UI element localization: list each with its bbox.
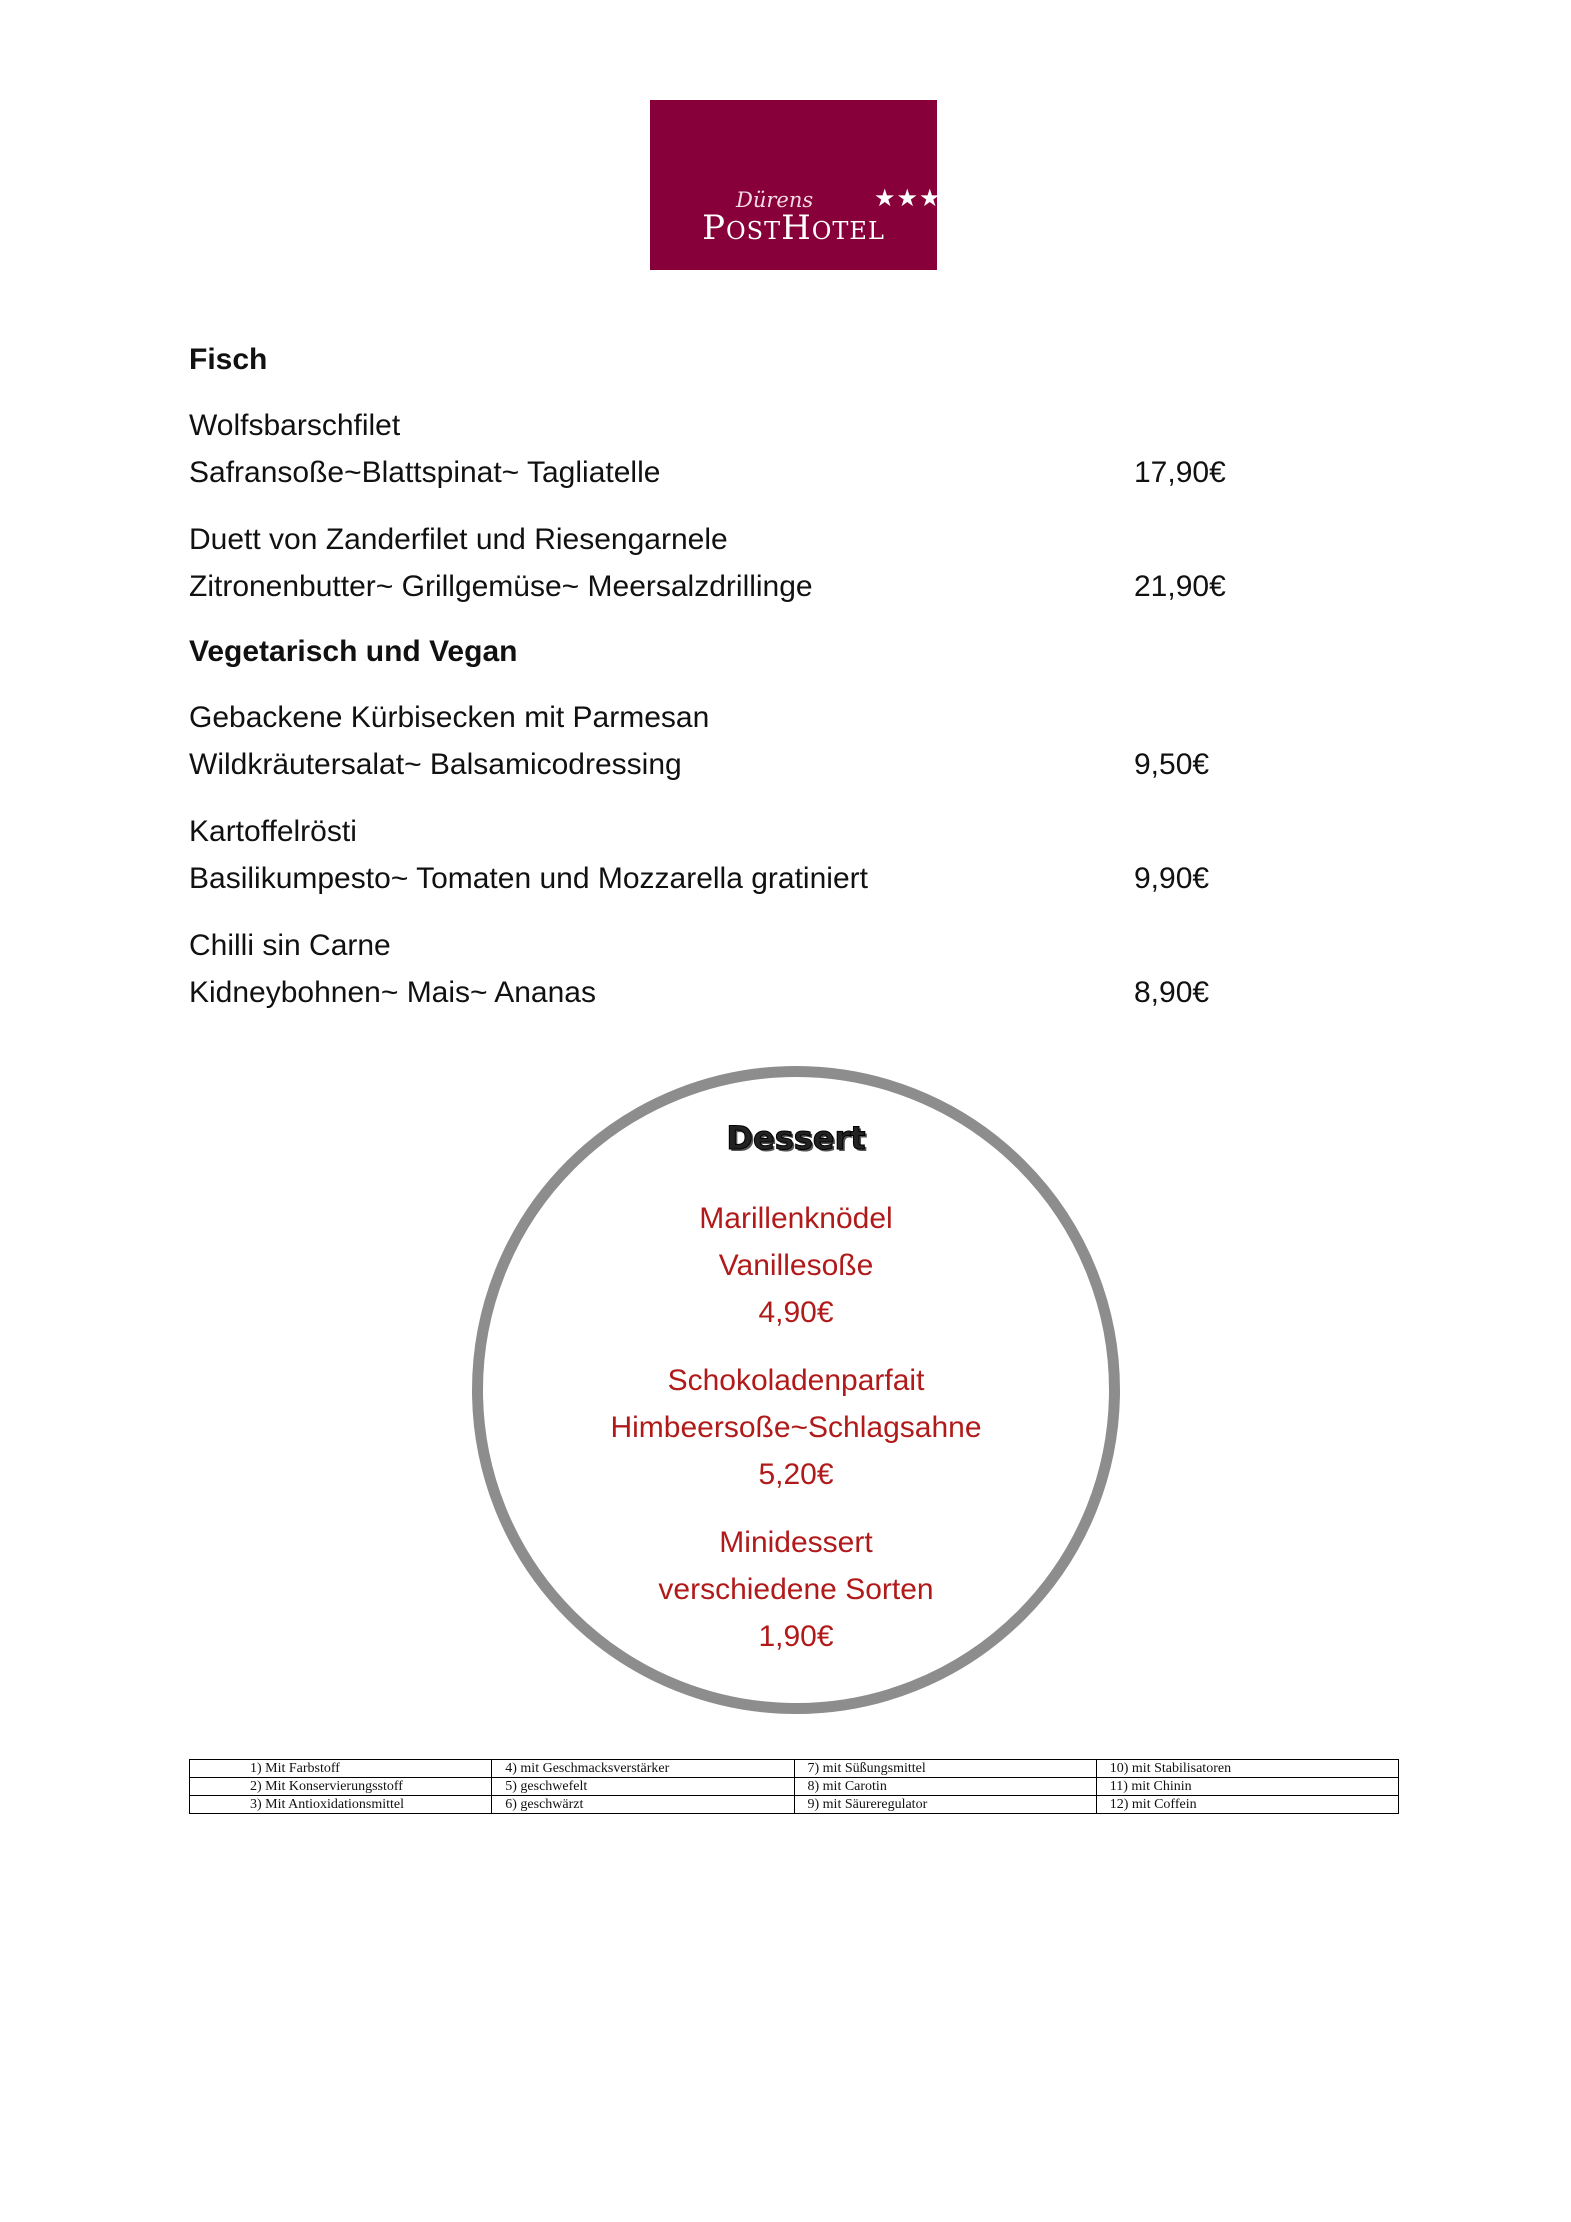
dessert-circle [472,1066,1120,1714]
item-name: Duett von Zanderfilet und Riesengarnele [189,523,728,556]
dessert-title: Dessert [726,1119,866,1157]
menu-item [189,922,1239,1016]
item-description: Basilikumpesto~ Tomaten und Mozzarella gratiniert [189,862,868,895]
item-name: Gebackene Kürbisecken mit Parmesan [189,701,710,734]
menu-item [189,516,1239,610]
dessert-item [483,1195,1109,1336]
item-description-row [189,741,1239,788]
allergen-table [189,1759,1399,1814]
allergen-cell: 9) mit Säureregulator [794,1796,1096,1814]
section-vegetarisch [189,630,1239,1016]
section-fisch [189,338,1239,610]
table-row [190,1778,1399,1796]
item-price: 9,90€ [1134,862,1210,895]
allergen-cell: 7) mit Süßungsmittel [794,1760,1096,1778]
dessert-price: 5,20€ [758,1458,834,1491]
dessert-description: Himbeersoße~Schlagsahne [610,1411,982,1444]
dessert-price: 4,90€ [758,1296,834,1329]
menu-item [189,694,1239,788]
menu-item [189,808,1239,902]
dessert-name: Marillenknödel [699,1202,893,1235]
table-row [190,1796,1399,1814]
item-description-row [189,969,1239,1016]
allergen-cell: 2) Mit Konservierungsstoff [190,1778,492,1796]
item-price: 9,50€ [1134,748,1210,781]
section-heading: Fisch [189,343,268,376]
item-price: 17,90€ [1134,456,1226,489]
hotel-logo [650,100,958,270]
allergen-cell: 5) geschwefelt [492,1778,794,1796]
logo-hotel-name: PostHotel [702,208,885,248]
allergen-cell: 12) mit Coffein [1096,1796,1398,1814]
item-description-row [189,855,1239,902]
item-name: Chilli sin Carne [189,929,391,962]
item-description-row [189,563,1239,610]
logo-stars-suffix: S [944,190,958,211]
menu [189,338,1239,1036]
section-heading: Vegetarisch und Vegan [189,635,518,668]
item-description: Safransoße~Blattspinat~ Tagliatelle [189,456,661,489]
dessert-description: verschiedene Sorten [658,1573,934,1606]
item-name: Kartoffelrösti [189,815,357,848]
allergen-cell: 11) mit Chinin [1096,1778,1398,1796]
dessert-price: 1,90€ [758,1620,834,1653]
item-name: Wolfsbarschfilet [189,409,401,442]
item-description: Wildkräutersalat~ Balsamicodressing [189,748,682,781]
item-description: Zitronenbutter~ Grillgemüse~ Meersalzdrillinge [189,570,813,603]
item-price: 8,90€ [1134,976,1210,1009]
item-price: 21,90€ [1134,570,1226,603]
item-description: Kidneybohnen~ Mais~ Ananas [189,976,596,1009]
dessert-item [483,1357,1109,1498]
dessert-item [483,1519,1109,1660]
allergen-cell: 3) Mit Antioxidationsmittel [190,1796,492,1814]
allergen-cell: 10) mit Stabilisatoren [1096,1760,1398,1778]
allergen-cell: 4) mit Geschmacksverstärker [492,1760,794,1778]
allergen-cell: 6) geschwärzt [492,1796,794,1814]
logo-star-icons: ★★★ [874,184,942,212]
item-description-row [189,449,1239,496]
logo-script-text: Dürens [736,188,814,212]
menu-item [189,402,1239,496]
table-row [190,1760,1399,1778]
dessert-name: Minidessert [719,1526,873,1559]
dessert-list [483,1195,1109,1681]
dessert-description: Vanillesoße [718,1249,874,1282]
allergen-cell: 1) Mit Farbstoff [190,1760,492,1778]
dessert-name: Schokoladenparfait [667,1364,925,1397]
allergen-cell: 8) mit Carotin [794,1778,1096,1796]
